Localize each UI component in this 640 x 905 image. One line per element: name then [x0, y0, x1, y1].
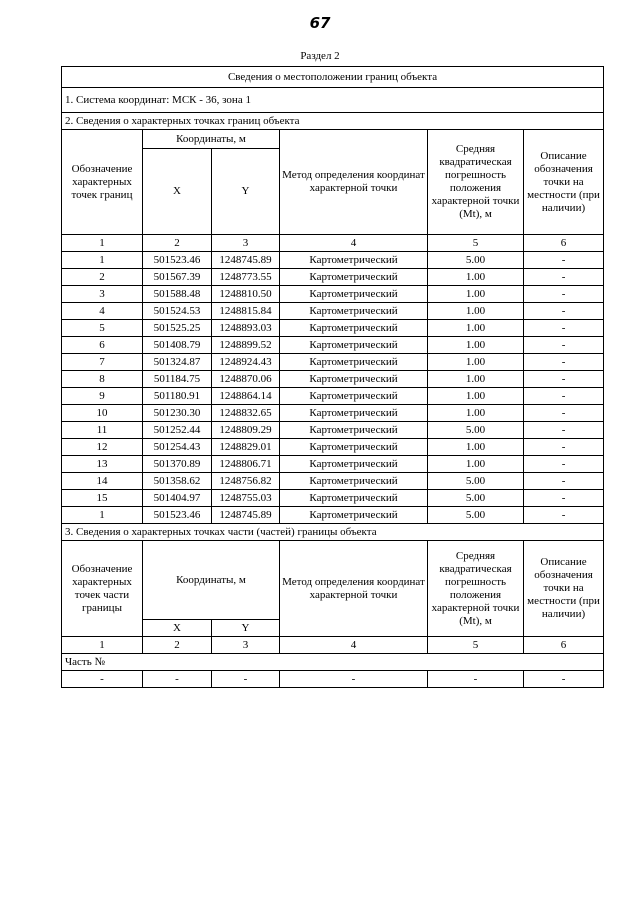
- accuracy-cell: 5.00: [428, 507, 524, 524]
- point-number: 1: [62, 252, 143, 269]
- accuracy-cell: 1.00: [428, 354, 524, 371]
- parts-header-method: Метод определения координат характерной точки: [280, 541, 428, 637]
- table-row: [62, 388, 604, 405]
- table-row: [62, 337, 604, 354]
- coord-y: 1248832.65: [212, 405, 280, 422]
- header-designation: Обозначение характерных точек границ: [62, 130, 143, 235]
- header-accuracy: Средняя квадратическая погрешность положения характерной точки (Mt), м: [428, 130, 524, 235]
- method-cell: Картометрический: [280, 388, 428, 405]
- parts-header-coordinates: Координаты, м: [143, 541, 280, 620]
- description-cell: -: [524, 388, 604, 405]
- empty-cell: -: [62, 671, 143, 688]
- parts-section-title: 3. Сведения о характерных точках части (частей) границы объекта: [62, 524, 604, 541]
- column-numbers-row: [62, 235, 604, 252]
- coord-x: 501523.46: [143, 507, 212, 524]
- method-cell: Картометрический: [280, 320, 428, 337]
- point-number: 12: [62, 439, 143, 456]
- coord-x: 501252.44: [143, 422, 212, 439]
- point-number: 15: [62, 490, 143, 507]
- description-cell: -: [524, 507, 604, 524]
- description-cell: -: [524, 269, 604, 286]
- points-section-title: 2. Сведения о характерных точках границ объекта: [62, 113, 604, 130]
- point-number: 10: [62, 405, 143, 422]
- col-number: 2: [143, 637, 212, 654]
- method-cell: Картометрический: [280, 354, 428, 371]
- table-row: [62, 371, 604, 388]
- point-number: 5: [62, 320, 143, 337]
- method-cell: Картометрический: [280, 252, 428, 269]
- method-cell: Картометрический: [280, 371, 428, 388]
- point-number: 1: [62, 507, 143, 524]
- col-number: 6: [524, 235, 604, 252]
- description-cell: -: [524, 354, 604, 371]
- coord-y: 1248745.89: [212, 507, 280, 524]
- coord-y: 1248773.55: [212, 269, 280, 286]
- description-cell: -: [524, 490, 604, 507]
- coord-x: 501324.87: [143, 354, 212, 371]
- point-number: 4: [62, 303, 143, 320]
- method-cell: Картометрический: [280, 422, 428, 439]
- accuracy-cell: 1.00: [428, 269, 524, 286]
- empty-cell: -: [143, 671, 212, 688]
- coord-y: 1248756.82: [212, 473, 280, 490]
- empty-cell: -: [428, 671, 524, 688]
- table-row: [62, 252, 604, 269]
- coord-y: 1248809.29: [212, 422, 280, 439]
- col-number: 5: [428, 637, 524, 654]
- parts-header-description: Описание обозначения точки на местности (при наличии): [524, 541, 604, 637]
- section-title: Раздел 2: [300, 50, 340, 62]
- table-row: [62, 473, 604, 490]
- method-cell: Картометрический: [280, 490, 428, 507]
- accuracy-cell: 1.00: [428, 286, 524, 303]
- description-cell: -: [524, 456, 604, 473]
- col-number: 3: [212, 235, 280, 252]
- table-title: Сведения о местоположении границ объекта: [62, 67, 604, 88]
- coord-x: 501408.79: [143, 337, 212, 354]
- coord-y: 1248870.06: [212, 371, 280, 388]
- description-cell: -: [524, 439, 604, 456]
- table-row: [62, 507, 604, 524]
- accuracy-cell: 1.00: [428, 371, 524, 388]
- coord-y: 1248829.01: [212, 439, 280, 456]
- coord-y: 1248815.84: [212, 303, 280, 320]
- accuracy-cell: 1.00: [428, 439, 524, 456]
- part-label: Часть №: [62, 654, 604, 671]
- accuracy-cell: 1.00: [428, 303, 524, 320]
- coord-x: 501358.62: [143, 473, 212, 490]
- parts-header-x: X: [143, 620, 212, 637]
- parts-header-accuracy: Средняя квадратическая погрешность положения характерной точки (Mt), м: [428, 541, 524, 637]
- coord-y: 1248899.52: [212, 337, 280, 354]
- accuracy-cell: 1.00: [428, 405, 524, 422]
- col-number: 6: [524, 637, 604, 654]
- col-number: 3: [212, 637, 280, 654]
- coord-x: 501523.46: [143, 252, 212, 269]
- coord-x: 501567.39: [143, 269, 212, 286]
- point-number: 8: [62, 371, 143, 388]
- accuracy-cell: 5.00: [428, 490, 524, 507]
- table-row: [62, 456, 604, 473]
- accuracy-cell: 1.00: [428, 337, 524, 354]
- col-number: 4: [280, 235, 428, 252]
- accuracy-cell: 1.00: [428, 320, 524, 337]
- coord-x: 501180.91: [143, 388, 212, 405]
- method-cell: Картометрический: [280, 286, 428, 303]
- coord-x: 501588.48: [143, 286, 212, 303]
- parts-header-y: Y: [212, 620, 280, 637]
- empty-cell: -: [212, 671, 280, 688]
- point-number: 2: [62, 269, 143, 286]
- header-method: Метод определения координат характерной точки: [280, 130, 428, 235]
- col-number: 4: [280, 637, 428, 654]
- coord-x: 501184.75: [143, 371, 212, 388]
- accuracy-cell: 5.00: [428, 473, 524, 490]
- point-number: 11: [62, 422, 143, 439]
- parts-header-designation: Обозначение характерных точек части границы: [62, 541, 143, 637]
- point-number: 3: [62, 286, 143, 303]
- description-cell: -: [524, 337, 604, 354]
- coord-x: 501230.30: [143, 405, 212, 422]
- description-cell: -: [524, 252, 604, 269]
- coord-x: 501524.53: [143, 303, 212, 320]
- method-cell: Картометрический: [280, 439, 428, 456]
- table-row: [62, 303, 604, 320]
- description-cell: -: [524, 422, 604, 439]
- point-number: 13: [62, 456, 143, 473]
- description-cell: -: [524, 405, 604, 422]
- coord-x: 501525.25: [143, 320, 212, 337]
- table-row: [62, 405, 604, 422]
- description-cell: -: [524, 371, 604, 388]
- header-y: Y: [212, 149, 280, 235]
- point-number: 7: [62, 354, 143, 371]
- point-number: 14: [62, 473, 143, 490]
- accuracy-cell: 5.00: [428, 252, 524, 269]
- method-cell: Картометрический: [280, 473, 428, 490]
- col-number: 1: [62, 235, 143, 252]
- parts-column-numbers-row: [62, 637, 604, 654]
- table-row: [62, 439, 604, 456]
- point-number: 9: [62, 388, 143, 405]
- col-number: 1: [62, 637, 143, 654]
- coord-y: 1248924.43: [212, 354, 280, 371]
- method-cell: Картометрический: [280, 405, 428, 422]
- table-row: [62, 422, 604, 439]
- method-cell: Картометрический: [280, 303, 428, 320]
- header-description: Описание обозначения точки на местности (при наличии): [524, 130, 604, 235]
- accuracy-cell: 5.00: [428, 422, 524, 439]
- coord-y: 1248810.50: [212, 286, 280, 303]
- coord-y: 1248806.71: [212, 456, 280, 473]
- method-cell: Картометрический: [280, 507, 428, 524]
- page-number: 67: [309, 14, 331, 32]
- description-cell: -: [524, 303, 604, 320]
- method-cell: Картометрический: [280, 337, 428, 354]
- accuracy-cell: 1.00: [428, 456, 524, 473]
- col-number: 5: [428, 235, 524, 252]
- header-x: X: [143, 149, 212, 235]
- coord-x: 501404.97: [143, 490, 212, 507]
- description-cell: -: [524, 286, 604, 303]
- method-cell: Картометрический: [280, 269, 428, 286]
- table-row: [62, 286, 604, 303]
- coord-y: 1248893.03: [212, 320, 280, 337]
- header-coordinates: Координаты, м: [143, 130, 280, 149]
- parts-empty-row: [62, 671, 604, 688]
- coord-y: 1248755.03: [212, 490, 280, 507]
- coord-x: 501254.43: [143, 439, 212, 456]
- coord-y: 1248864.14: [212, 388, 280, 405]
- description-cell: -: [524, 320, 604, 337]
- description-cell: -: [524, 473, 604, 490]
- table-row: [62, 490, 604, 507]
- empty-cell: -: [280, 671, 428, 688]
- coord-system: 1. Система координат: МСК - 36, зона 1: [62, 88, 604, 113]
- point-number: 6: [62, 337, 143, 354]
- empty-cell: -: [524, 671, 604, 688]
- coord-y: 1248745.89: [212, 252, 280, 269]
- boundary-table: [61, 66, 604, 688]
- table-row: [62, 269, 604, 286]
- table-row: [62, 354, 604, 371]
- method-cell: Картометрический: [280, 456, 428, 473]
- col-number: 2: [143, 235, 212, 252]
- coord-x: 501370.89: [143, 456, 212, 473]
- accuracy-cell: 1.00: [428, 388, 524, 405]
- table-row: [62, 320, 604, 337]
